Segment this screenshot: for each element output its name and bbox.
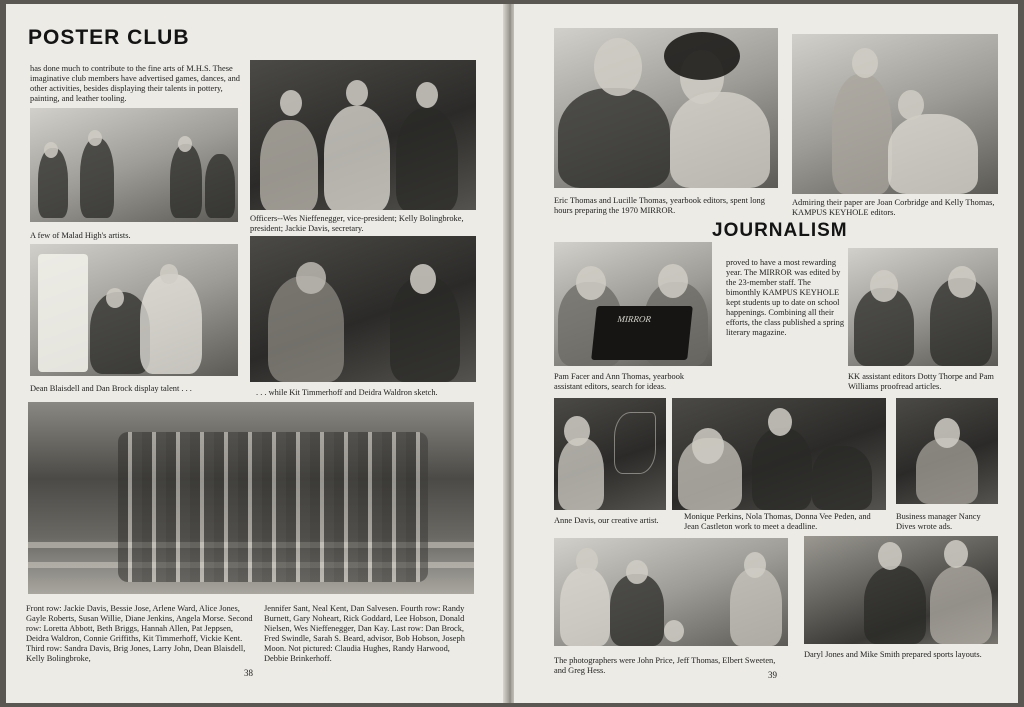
keyhole-editors-caption: Admiring their paper are Joan Corbridge and Kelly Thomas, KAMPUS KEYHOLE editors.	[792, 198, 995, 217]
sketch-photo	[250, 236, 476, 382]
deadline-photo	[672, 398, 886, 510]
poster-club-intro: has done much to contribute to the fine arts of M.H.S. These imaginative club members have advertised games, dances, and other activities, besides displaying their talents in pottery, painting, and leather tooling.	[30, 64, 240, 103]
artists-photo	[30, 108, 238, 222]
artists-caption: A few of Malad High's artists.	[30, 231, 131, 240]
creative-artist-caption: Anne Davis, our creative artist.	[554, 516, 659, 525]
mirror-book-title: MIRROR	[616, 314, 652, 324]
group-photo	[28, 402, 474, 594]
proofread-photo	[848, 248, 998, 366]
photographers-caption: The photographers were John Price, Jeff Thomas, Elbert Sweeten, and Greg Hess.	[554, 656, 776, 675]
sports-caption: Daryl Jones and Mike Smith prepared sports layouts.	[804, 650, 982, 659]
journalism-intro: proved to have a most rewarding year. The MIRROR was edited by the 23-member staff. The bimonthly KAMPUS KEYHOLE kept students up to date on school happenings. Combining all their efforts, the class published a spring literary magazine.	[726, 258, 845, 337]
poster-club-heading: POSTER CLUB	[28, 26, 190, 49]
sports-layouts-photo	[804, 536, 998, 644]
journalism-heading: JOURNALISM	[712, 220, 848, 241]
yearbook-editors-caption: Eric Thomas and Lucille Thomas, yearbook editors, spent long hours preparing the 1970 MIRROR.	[554, 196, 765, 215]
business-manager-photo	[896, 398, 998, 504]
assistant-editors-photo	[554, 242, 712, 366]
business-manager-caption: Business manager Nancy Dives wrote ads.	[896, 512, 981, 531]
page-number-right: 39	[768, 670, 777, 680]
officers-photo	[250, 60, 476, 210]
sketch-caption: . . . while Kit Timmerhoff and Deidra Waldron sketch.	[256, 388, 438, 397]
assistant-editors-caption: Pam Facer and Ann Thomas, yearbook assistant editors, search for ideas.	[554, 372, 685, 391]
proofread-caption: KK assistant editors Dotty Thorpe and Pam Williams proofread articles.	[848, 372, 994, 391]
keyhole-editors-photo	[792, 34, 998, 194]
photographers-photo	[554, 538, 788, 646]
yearbook-editors-photo	[554, 28, 778, 188]
page-number-left: 38	[244, 668, 253, 678]
officers-caption: Officers--Wes Nieffenegger, vice-president; Kelly Bolingbroke, president; Jackie Davis, secretary.	[250, 214, 464, 233]
display-talent-photo	[30, 244, 238, 376]
creative-artist-photo	[554, 398, 666, 510]
deadline-caption: Monique Perkins, Nola Thomas, Donna Vee Peden, and Jean Castleton work to meet a deadline.	[684, 512, 871, 531]
display-caption: Dean Blaisdell and Dan Brock display talent . . .	[30, 384, 192, 393]
group-caption-col2: Jennifer Sant, Neal Kent, Dan Salvesen. Fourth row: Randy Burnett, Gary Noheart, Rick Goddard, Lee Hobson, Donald Nielsen, Wes Nieffenegger, Dan Kay. Last row: Dan Brock, Fred Swindle, Sarah S. Beard, advisor, Bob Hobson, Joseph Moon. Not pictured: Claudia Hughes, Randy Harwood, Debbie Brinkerhoff.	[264, 604, 465, 663]
group-caption-col1: Front row: Jackie Davis, Bessie Jose, Arlene Ward, Alice Jones, Gayle Roberts, Susan Willie, Diane Jenkins, Angela Morse. Second row: Loretta Abbott, Beth Briggs, Hannah Allen, Pat Jeppsen, Deidra Waldron, Connie Griffiths, Kit Timmerhoff, Vickie Kent. Third row: Sandra Davis, Brig Jones, Larry John, Dean Blaisdell, Kelly Bolingbroke,	[26, 604, 253, 663]
